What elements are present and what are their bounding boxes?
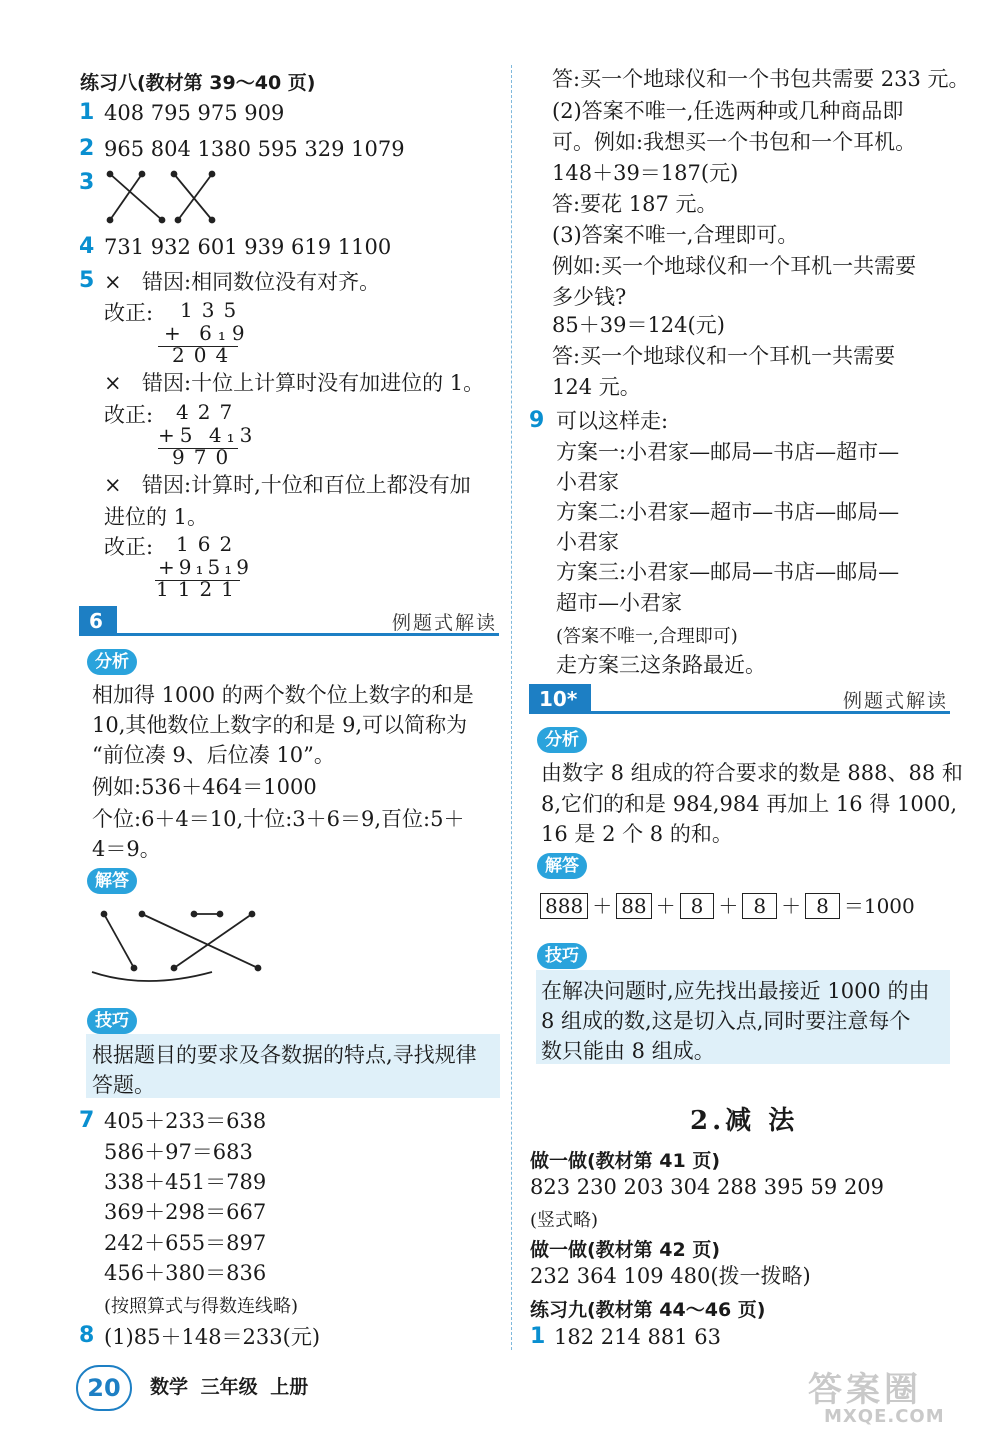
q4-answer: 731 932 601 939 619 1100 bbox=[104, 235, 392, 259]
q10-caption: 例题式解读 bbox=[842, 690, 948, 712]
q5-reason-2: 错因:十位上计算时没有加进位的 1。 bbox=[142, 371, 485, 395]
q5-wrong-mark-2: × bbox=[104, 371, 122, 395]
q6-tab: 6 bbox=[79, 606, 117, 636]
watermark-url: MXQE.COM bbox=[824, 1406, 945, 1427]
q8-line-1: (1)85＋148＝233(元) bbox=[104, 1325, 321, 1349]
q9-line-6: 超市—小君家 bbox=[556, 591, 682, 615]
calc3-addend: +9₁5₁9 bbox=[158, 555, 253, 579]
q10-header-band bbox=[529, 684, 950, 714]
q7-line-4: 369＋298＝667 bbox=[104, 1200, 267, 1224]
q8-cont-line-6: (3)答案不唯一,合理即可。 bbox=[552, 223, 799, 247]
q6-analysis-line-2: 10,其他数位上数字的和是 9,可以简称为 bbox=[92, 713, 468, 737]
q5-reason-3a: 错因:计算时,十位和百位上都没有加 bbox=[142, 473, 471, 497]
watermark-text: 答案圈 bbox=[808, 1370, 922, 1410]
q9-line-4: 小君家 bbox=[556, 530, 619, 554]
q6-caption: 例题式解读 bbox=[391, 612, 497, 634]
q10-answer-equation bbox=[540, 892, 915, 920]
plus-2: ＋ bbox=[655, 894, 676, 918]
do2-title: 做一做(教材第 42 页) bbox=[530, 1239, 721, 1261]
footer-subject: 数学 三年级 上册 bbox=[150, 1376, 309, 1398]
calc2-top: 427 bbox=[176, 400, 242, 424]
calc2-addend: +5 4₁3 bbox=[158, 423, 258, 447]
q3-number: 3 bbox=[79, 170, 95, 195]
q1-answer: 408 795 975 909 bbox=[104, 101, 285, 125]
q10-analysis-line-1: 由数字 8 组成的符合要求的数是 888、88 和 bbox=[541, 761, 963, 785]
q5-number: 5 bbox=[79, 268, 95, 293]
q9-line-5: 方案三:小君家—邮局—书店—邮局— bbox=[556, 560, 900, 584]
q3-matching-diagram bbox=[100, 168, 220, 226]
q7-line-3: 338＋451＝789 bbox=[104, 1170, 267, 1194]
q5-fix-label-1: 改正: bbox=[104, 301, 154, 325]
calc1-addend: + 6₁9 bbox=[164, 321, 251, 345]
q7-line-6: 456＋380＝836 bbox=[104, 1261, 267, 1285]
do1-title: 做一做(教材第 41 页) bbox=[530, 1150, 721, 1172]
q4-number: 4 bbox=[79, 234, 95, 259]
q10-tip-line-3: 数只能由 8 组成。 bbox=[541, 1039, 715, 1063]
q6-tip-line-2: 答题。 bbox=[92, 1073, 155, 1097]
q8-cont-line-9: 85＋39＝124(元) bbox=[552, 313, 725, 337]
calc1-top: 135 bbox=[180, 298, 246, 322]
q5-reason-3b: 进位的 1。 bbox=[104, 505, 209, 529]
q5-fix-label-3: 改正: bbox=[104, 535, 154, 559]
q6-analysis-line-3: “前位凑 9、后位凑 10”。 bbox=[92, 743, 335, 767]
calc3-top: 162 bbox=[176, 532, 242, 556]
ex9-q1-answer: 182 214 881 63 bbox=[554, 1325, 721, 1349]
q8-cont-line-8: 多少钱? bbox=[552, 285, 627, 309]
q10-tip-label: 技巧 bbox=[537, 943, 587, 969]
q6-tip-line-1: 根据题目的要求及各数据的特点,寻找规律 bbox=[92, 1043, 477, 1067]
column-divider bbox=[511, 65, 512, 1350]
q5-wrong-mark-1: × bbox=[104, 270, 122, 294]
q8-cont-line-1: 答:买一个地球仪和一个书包共需要 233 元。 bbox=[552, 67, 970, 91]
q8-cont-line-2: (2)答案不唯一,任选两种或几种商品即 bbox=[552, 99, 904, 123]
q2-number: 2 bbox=[79, 136, 95, 161]
q10-tip-line-1: 在解决问题时,应先找出最接近 1000 的由 bbox=[541, 979, 930, 1003]
answer-box-4: 8 bbox=[742, 893, 777, 919]
q7-line-1: 405＋233＝638 bbox=[104, 1109, 267, 1133]
q10-analysis-line-3: 16 是 2 个 8 的和。 bbox=[541, 822, 733, 846]
q8-cont-line-7: 例如:买一个地球仪和一个耳机一共需要 bbox=[552, 254, 917, 278]
q5-wrong-mark-3: × bbox=[104, 473, 122, 497]
do2-values: 232 364 109 480(拨一拨略) bbox=[530, 1264, 811, 1288]
q9-line-1: 方案一:小君家—邮局—书店—超市— bbox=[556, 440, 900, 464]
calc1-result: 204 bbox=[172, 343, 238, 367]
q8-cont-line-10: 答:买一个地球仪和一个耳机一共需要 bbox=[552, 344, 896, 368]
plus-3: ＋ bbox=[718, 894, 739, 918]
q5-reason-1: 错因:相同数位没有对齐。 bbox=[142, 270, 381, 294]
q6-tip-label: 技巧 bbox=[87, 1008, 137, 1034]
calc3-result: 1121 bbox=[156, 577, 243, 601]
q8-cont-line-3: 可。例如:我想买一个书包和一个耳机。 bbox=[552, 130, 917, 154]
q8-cont-line-4: 148＋39＝187(元) bbox=[552, 161, 739, 185]
watermark-logo bbox=[798, 1362, 988, 1432]
plus-1: ＋ bbox=[592, 894, 613, 918]
q9-intro: 可以这样走: bbox=[556, 409, 669, 433]
q8-cont-line-11: 124 元。 bbox=[552, 375, 641, 399]
q5-fix-label-2: 改正: bbox=[104, 403, 154, 427]
answer-box-2: 88 bbox=[616, 893, 651, 919]
q7-line-2: 586＋97＝683 bbox=[104, 1140, 253, 1164]
q6-analysis-label: 分析 bbox=[87, 649, 137, 675]
q8-number: 8 bbox=[79, 1323, 95, 1348]
answer-box-1: 888 bbox=[540, 893, 588, 919]
q6-analysis-line-4: 例如:536＋464＝1000 bbox=[92, 775, 317, 799]
ex9-q1-number: 1 bbox=[530, 1324, 546, 1349]
calc2-result: 970 bbox=[172, 445, 238, 469]
q7-line-5: 242＋655＝897 bbox=[104, 1231, 267, 1255]
answer-box-5: 8 bbox=[805, 893, 840, 919]
plus-4: ＋ bbox=[781, 894, 802, 918]
q6-analysis-line-1: 相加得 1000 的两个数个位上数字的和是 bbox=[92, 683, 474, 707]
section-title-subtraction: 2.减 法 bbox=[690, 1106, 799, 1136]
q6-matching-diagram bbox=[86, 902, 276, 994]
q10-tab: 10* bbox=[529, 684, 591, 714]
q9-line-3: 方案二:小君家—超市—书店—邮局— bbox=[556, 500, 900, 524]
q2-answer: 965 804 1380 595 329 1079 bbox=[104, 137, 405, 161]
answer-box-3: 8 bbox=[680, 893, 715, 919]
q10-analysis-line-2: 8,它们的和是 984,984 再加上 16 得 1000, bbox=[541, 792, 958, 816]
q9-line-2: 小君家 bbox=[556, 470, 619, 494]
q8-cont-line-5: 答:要花 187 元。 bbox=[552, 192, 718, 216]
exercise-8-title: 练习八(教材第 39～40 页) bbox=[80, 72, 316, 94]
q9-number: 9 bbox=[529, 408, 545, 433]
do1-note: (竖式略) bbox=[530, 1210, 599, 1231]
q10-answer-label: 解答 bbox=[537, 853, 587, 879]
q6-header-band bbox=[79, 606, 499, 636]
q9-closing: 走方案三这条路最近。 bbox=[556, 653, 766, 677]
q7-number: 7 bbox=[79, 1108, 95, 1133]
q7-note: (按照算式与得数连线略) bbox=[104, 1296, 299, 1317]
page-number: 20 bbox=[76, 1365, 132, 1411]
q6-analysis-line-6: 4＝9。 bbox=[92, 837, 161, 861]
q9-note: (答案不唯一,合理即可) bbox=[556, 626, 738, 647]
q10-analysis-label: 分析 bbox=[537, 727, 587, 753]
do1-values: 823 230 203 304 288 395 59 209 bbox=[530, 1175, 885, 1199]
q6-analysis-line-5: 个位:6＋4＝10,十位:3＋6＝9,百位:5＋ bbox=[92, 807, 465, 831]
exercise-9-title: 练习九(教材第 44～46 页) bbox=[530, 1299, 766, 1321]
q10-tip-line-2: 8 组成的数,这是切入点,同时要注意每个 bbox=[541, 1009, 911, 1033]
q1-number: 1 bbox=[79, 100, 95, 125]
equals-result: ＝1000 bbox=[843, 894, 915, 918]
q6-answer-label: 解答 bbox=[87, 868, 137, 894]
